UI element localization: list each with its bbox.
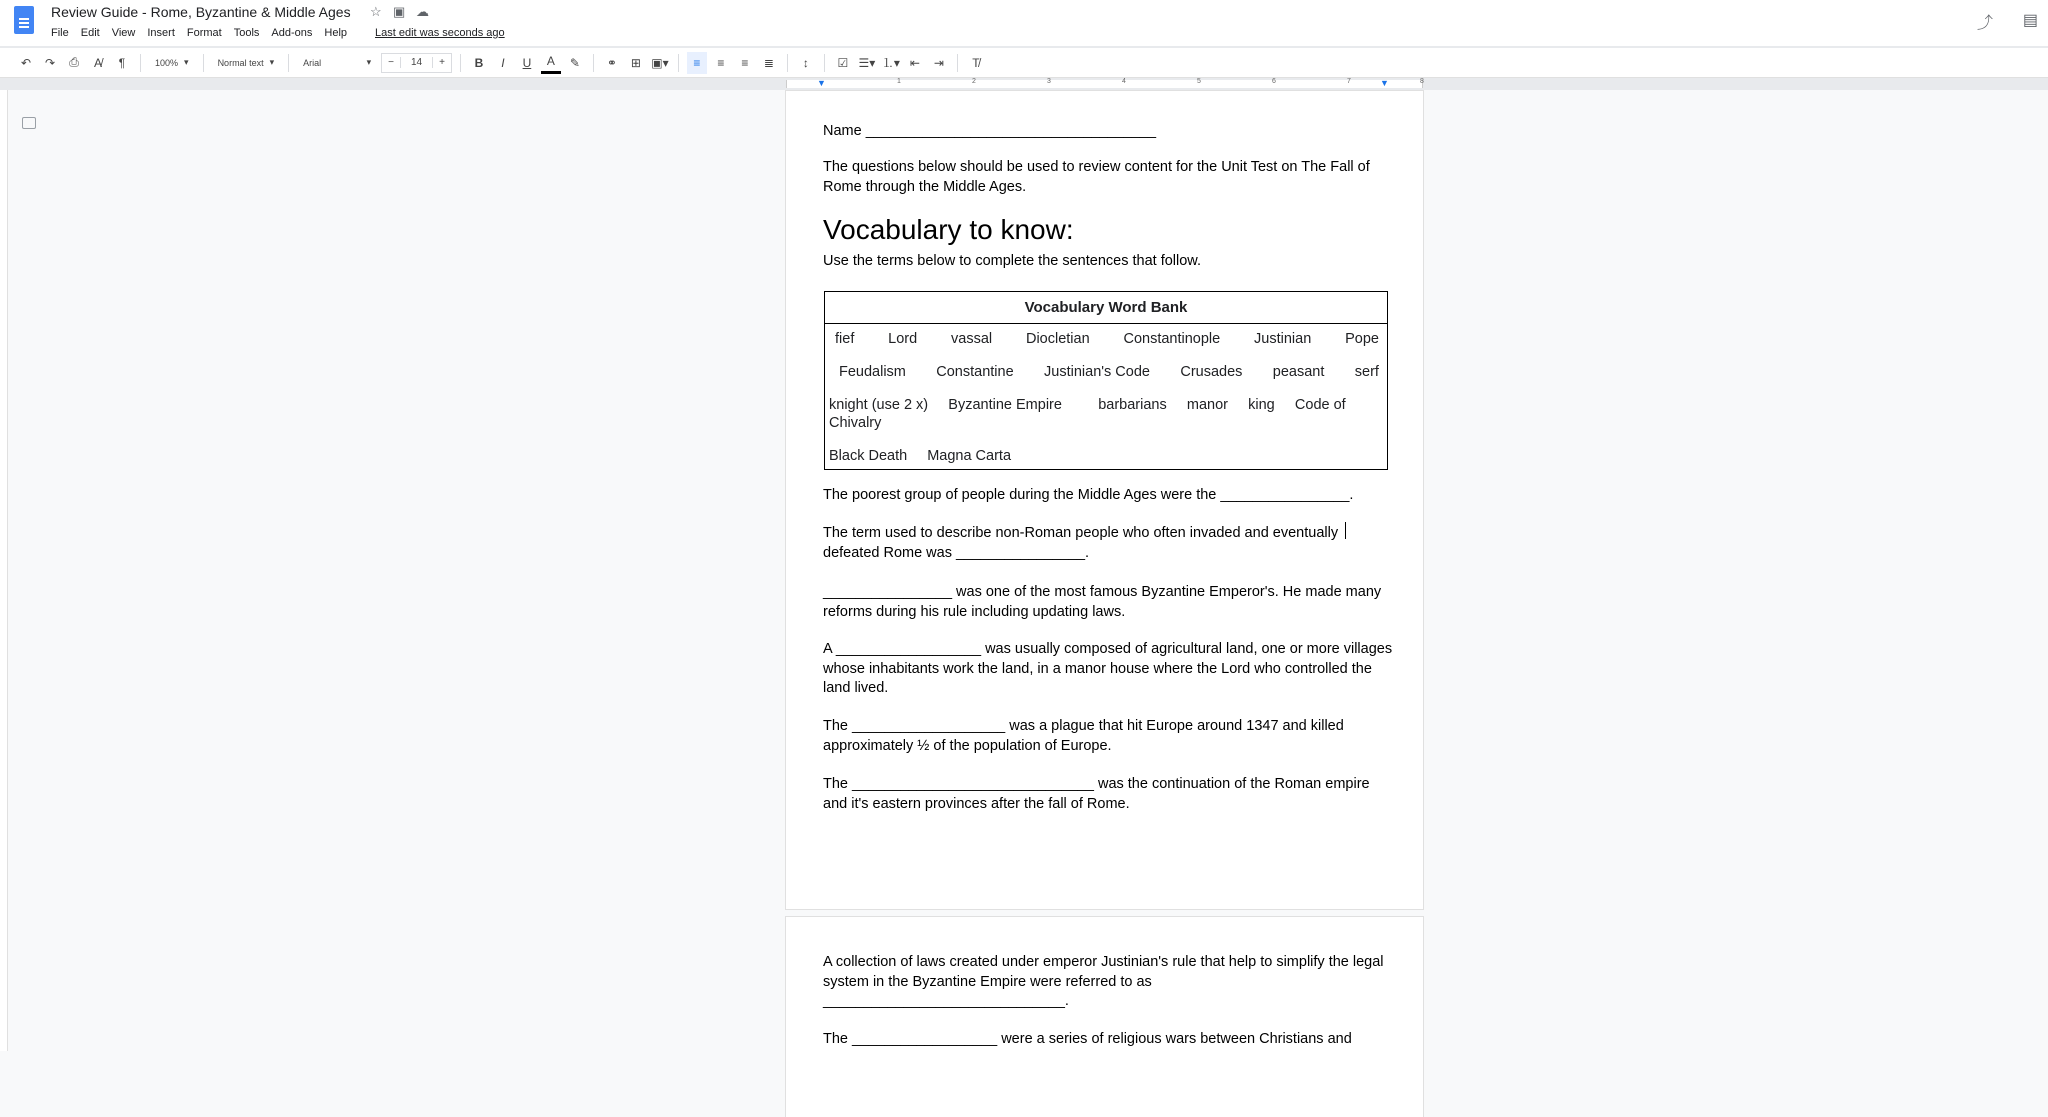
- intro-paragraph: The questions below should be used to review content for the Unit Test on The Fall of Rome through the Middle Ages.: [823, 159, 1370, 195]
- document-title[interactable]: Review Guide - Rome, Byzantine & Middle Ages: [51, 4, 351, 20]
- chevron-down-icon: ▾: [366, 57, 372, 67]
- word-bank-row: fief Lord vassal Diocletian Constantinople Justinian Pope: [835, 331, 1379, 347]
- print-icon[interactable]: ⎙: [69, 55, 79, 69]
- right-indent-marker-icon[interactable]: ▼: [1380, 78, 1389, 88]
- font-size-input[interactable]: 14: [400, 57, 433, 68]
- font-size-stepper: [381, 53, 452, 73]
- chevron-down-icon: ▾: [269, 57, 275, 67]
- question: The ______________________________ was the continuation of the Roman empire and it's eastern provinces after the fall of Rome.: [823, 776, 1370, 812]
- menu-view[interactable]: View: [111, 27, 136, 39]
- paint-format-icon[interactable]: ¶: [118, 55, 126, 70]
- move-folder-icon[interactable]: ▣: [393, 4, 406, 19]
- word-bank-title: Vocabulary Word Bank: [825, 292, 1387, 324]
- numbered-list-icon[interactable]: ⒈▾: [881, 56, 900, 70]
- last-edit-link[interactable]: Last edit was seconds ago: [375, 27, 505, 39]
- menu-insert[interactable]: Insert: [147, 27, 175, 39]
- docs-logo-icon[interactable]: [14, 6, 34, 34]
- question: The __________________ were a series of religious wars between Christians and: [823, 1031, 1352, 1047]
- cloud-status-icon[interactable]: ☁: [416, 4, 429, 19]
- question: A __________________ was usually composed of agricultural land, one or more villages whose inhabitants work the land, in a manor house where the Lord who controlled the land lived.: [823, 641, 1393, 697]
- question: The ___________________ was a plague that hit Europe around 1347 and killed approximately ½ of the population of Europe.: [823, 718, 1344, 754]
- increase-font-size-button[interactable]: +: [439, 57, 445, 68]
- text-color-icon[interactable]: A: [541, 52, 561, 74]
- question: ________________ was one of the most famous Byzantine Emperor's. He made many reforms during his rule including updating laws.: [823, 584, 1382, 620]
- text-cursor: [1345, 522, 1346, 539]
- justify-icon[interactable]: ≣: [763, 55, 774, 70]
- name-line: Name ____________________________________: [823, 123, 1157, 139]
- spellcheck-icon[interactable]: A̸: [93, 55, 102, 70]
- instructions: Use the terms below to complete the sentences that follow.: [823, 253, 1202, 269]
- align-center-icon[interactable]: ≡: [717, 55, 725, 70]
- comments-icon[interactable]: ▤: [2022, 12, 2038, 29]
- menu-bar: [51, 27, 505, 39]
- zoom-select[interactable]: 100% ▾: [155, 57, 189, 68]
- underline-icon[interactable]: U: [522, 55, 532, 70]
- toolbar: [0, 46, 2048, 78]
- word-bank-row: Black Death Magna Carta: [829, 448, 1012, 464]
- menu-edit[interactable]: Edit: [80, 27, 100, 39]
- word-bank-table: [824, 291, 1388, 470]
- checklist-icon[interactable]: ☑: [837, 55, 849, 70]
- style-select[interactable]: Normal text ▾: [217, 57, 275, 68]
- question: The poorest group of people during the Middle Ages were the ________________.: [823, 487, 1354, 503]
- clear-formatting-icon[interactable]: T̸: [972, 55, 980, 70]
- bold-icon[interactable]: B: [474, 55, 484, 70]
- menu-help[interactable]: Help: [324, 27, 348, 39]
- chevron-down-icon: ▾: [184, 57, 189, 67]
- question: A collection of laws created under emperor Justinian's rule that help to simplify the legal system in the Byzantine Empire were referred to as ______________________________.: [823, 954, 1384, 1010]
- activity-trend-icon[interactable]: ⤴: [1976, 15, 1993, 32]
- menu-format[interactable]: Format: [186, 27, 222, 39]
- word-bank-row: knight (use 2 x) Byzantine Empire barbarians manor king Code of Chivalry: [829, 397, 1346, 431]
- document-page[interactable]: [786, 917, 1423, 1117]
- align-right-icon[interactable]: ≡: [741, 55, 749, 70]
- menu-addons[interactable]: Add-ons: [271, 27, 313, 39]
- font-select[interactable]: Arial ▾: [303, 57, 372, 68]
- undo-icon[interactable]: ↶: [20, 55, 32, 70]
- indent-marker-icon[interactable]: ▼: [817, 78, 826, 88]
- app-header: [0, 0, 2048, 46]
- star-icon[interactable]: ☆: [370, 4, 382, 19]
- increase-indent-icon[interactable]: ⇥: [933, 55, 944, 70]
- highlight-icon[interactable]: ✎: [569, 55, 580, 70]
- word-bank-row: Feudalism Constantine Justinian's Code Crusades peasant serf: [839, 364, 1379, 380]
- bulleted-list-icon[interactable]: ☰▾: [858, 55, 876, 70]
- document-page[interactable]: [786, 91, 1423, 909]
- decrease-indent-icon[interactable]: ⇤: [909, 55, 920, 70]
- menu-file[interactable]: File: [51, 27, 69, 39]
- question: The term used to describe non-Roman people who often invaded and eventually defeated Rome was ________________.: [823, 525, 1339, 561]
- link-icon[interactable]: ⚭: [606, 55, 617, 70]
- decrease-font-size-button[interactable]: −: [388, 57, 394, 68]
- redo-icon[interactable]: ↷: [44, 55, 56, 70]
- menu-tools[interactable]: Tools: [233, 27, 260, 39]
- italic-icon[interactable]: I: [501, 55, 505, 70]
- image-icon[interactable]: ▣▾: [651, 55, 669, 70]
- document-outline-icon[interactable]: [22, 117, 36, 129]
- line-spacing-icon[interactable]: ↕: [802, 55, 809, 70]
- comment-icon[interactable]: ⊞: [630, 55, 641, 70]
- horizontal-ruler[interactable]: 1 2 3 4 5 6 7 8 ▼ ▼: [0, 78, 2048, 90]
- vertical-ruler[interactable]: [0, 90, 8, 1051]
- align-left-icon[interactable]: ≡: [687, 52, 707, 74]
- vocabulary-heading: Vocabulary to know:: [823, 214, 1074, 245]
